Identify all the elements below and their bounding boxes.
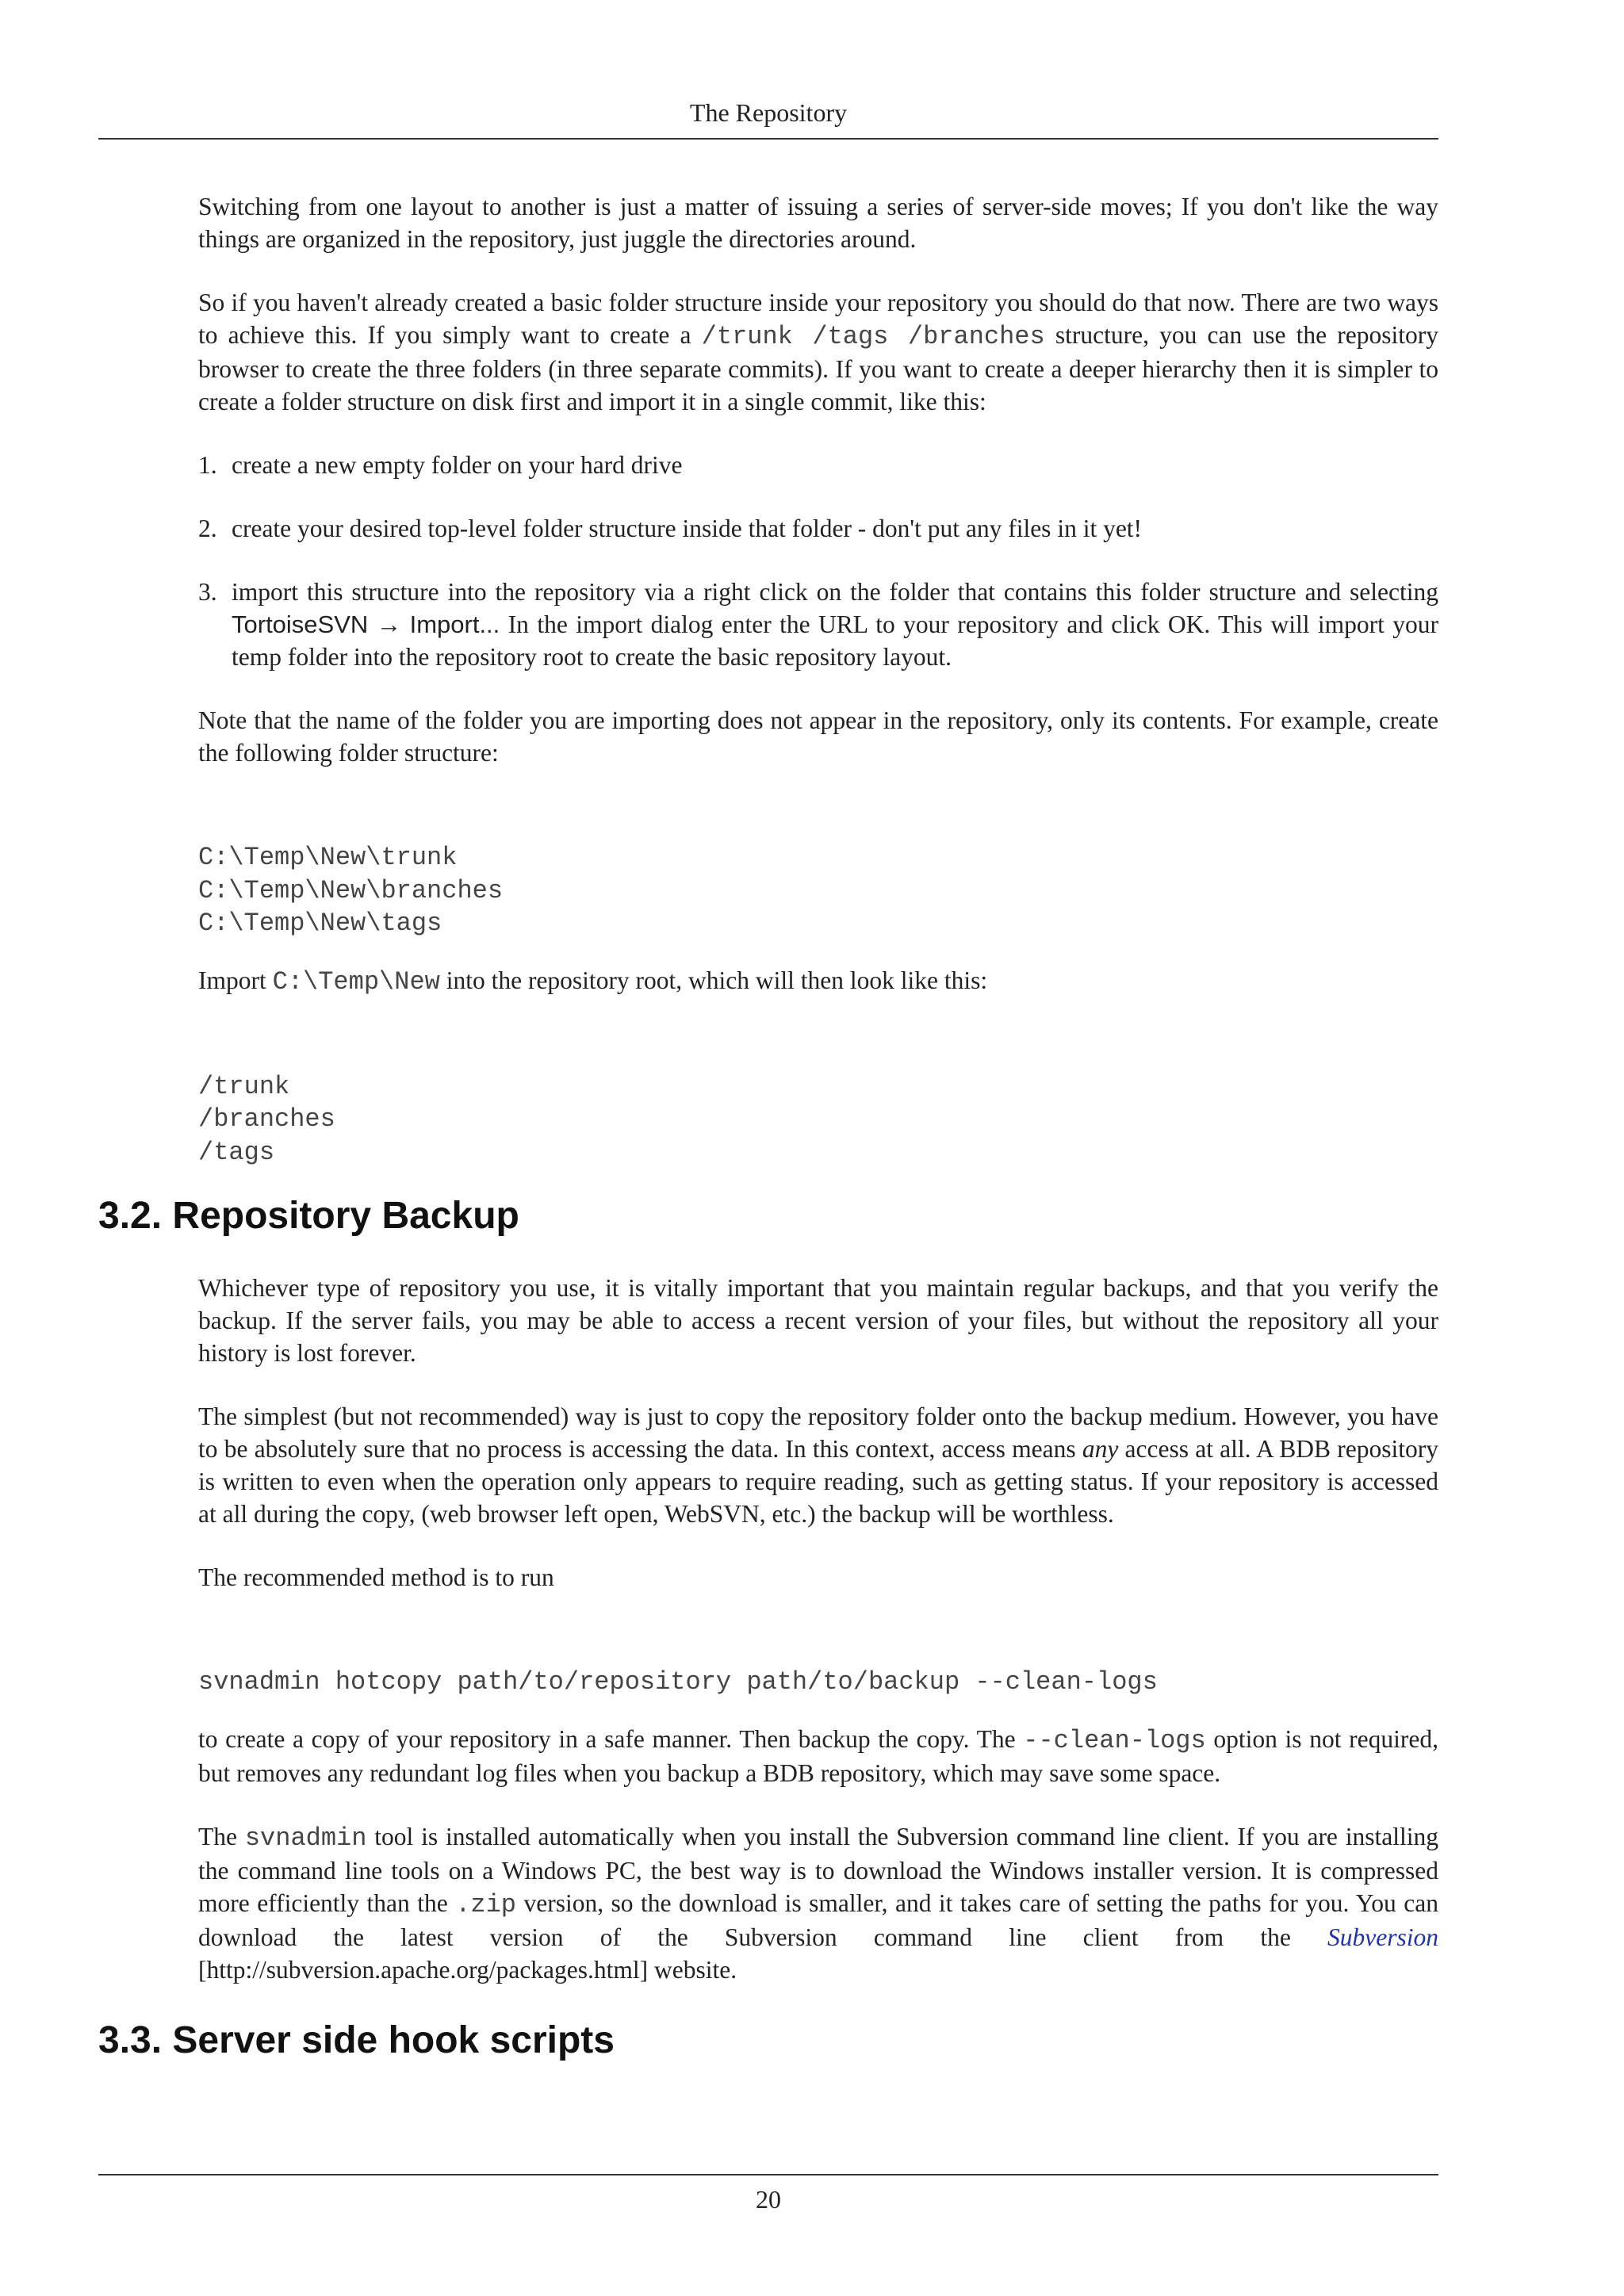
list-item: 3. import this structure into the repository via a right click on the folder that contains this folder structure and selecting TortoiseSVN → Import... In the import dialog enter the URL to your repository and click OK. This will import your temp folder into the repository root to create the basic repository layout.	[198, 578, 1438, 671]
steps-list	[198, 449, 1438, 673]
menu-arrow: →	[368, 610, 410, 638]
paragraph-backup-importance: Whichever type of repository you use, it is vitally important that you maintain regular backups, and that you verify the backup. If the server fails, you may be able to access a recent version of your files, but without the repository all your history is lost forever.	[198, 1274, 1438, 1367]
paragraph-copy-safe-manner: to create a copy of your repository in a safe manner. Then backup the copy. The --clean-logs option is not required, but removes any redundant log files when you backup a BDB repository, which may save some space.	[198, 1724, 1438, 1787]
emphasis-any: any	[1082, 1435, 1119, 1463]
paragraph-folder-name-note: Note that the name of the folder you are importing does not appear in the repository, only its contents. For example, create the following folder structure:	[198, 706, 1438, 767]
inline-code-svnadmin: svnadmin	[244, 1823, 367, 1853]
menu-item-tortoisesvn: TortoiseSVN	[232, 610, 369, 638]
paragraph-recommended-method: The recommended method is to run	[198, 1563, 554, 1591]
footer-rule	[98, 2174, 1438, 2175]
list-item: 2. create your desired top-level folder structure inside that folder - don't put any files in it yet!	[198, 515, 1143, 542]
paragraph-folder-structure: So if you haven't already created a basic folder structure inside your repository you should do that now. There are two ways to achieve this. If you simply want to create a /trunk /tags /branches structure, you can use the repository browser to create the three folders (in three separate commits). If you want to create a deeper hierarchy then it is simpler to create a folder structure on disk first and import it in a single commit, like this:	[198, 289, 1438, 415]
code-block-folder-structure: C:\Temp\New\trunk C:\Temp\New\branches C:\Temp\New\tags	[198, 843, 504, 938]
section-heading-repository-backup: 3.2. Repository Backup	[98, 1195, 519, 1237]
menu-item-import: Import...	[409, 610, 500, 638]
inline-code-zip: .zip	[455, 1889, 516, 1919]
section-heading-server-hook-scripts: 3.3. Server side hook scripts	[98, 2019, 615, 2061]
code-block-repository-root: /trunk /branches /tags	[198, 1071, 335, 1167]
running-header: The Repository	[689, 98, 848, 127]
subversion-link[interactable]: Subversion	[1327, 1923, 1438, 1951]
code-block-hotcopy-command: svnadmin hotcopy path/to/repository path/to/backup --clean-logs	[198, 1667, 1158, 1697]
page-content	[98, 190, 1439, 2064]
paragraph-svnadmin-tool: The svnadmin tool is installed automatically when you install the Subversion command line client. If you are installing the command line tools on a Windows PC, the best way is to download the Windows installer version. It is compressed more efficiently than the .zip version, so the download is smaller, and it takes care of setting the paths for you. You can download the latest version of the Subversion command line client from the Subversion [http://subversion.apache.org/packages.html] website.	[198, 1822, 1439, 1984]
page-number: 20	[756, 2185, 781, 2214]
inline-code-clean-logs: --clean-logs	[1023, 1725, 1206, 1755]
inline-code-trunk-tags-branches: /trunk /tags /branches	[701, 322, 1045, 351]
paragraph-layout-switch: Switching from one layout to another is just a matter of issuing a series of server-side moves; If you don't like the way things are organized in the repository, just juggle the directories around.	[198, 193, 1438, 253]
list-item: 1. create a new empty folder on your hard drive	[198, 451, 683, 479]
inline-code-temp-new: C:\Temp\New	[272, 966, 440, 997]
header-rule	[98, 138, 1438, 140]
paragraph-simplest-way: The simplest (but not recommended) way is just to copy the repository folder onto the backup medium. However, you have to be absolutely sure that no process is accessing the data. In this context, access means any access at all. A BDB repository is written to even when the operation only appears to require reading, such as getting status. If your repository is accessed at all during the copy, (web browser left open, WebSVN, etc.) the backup will be worthless.	[198, 1402, 1438, 1528]
paragraph-import-root: Import C:\Temp\New into the repository root, which will then look like this:	[198, 966, 988, 997]
